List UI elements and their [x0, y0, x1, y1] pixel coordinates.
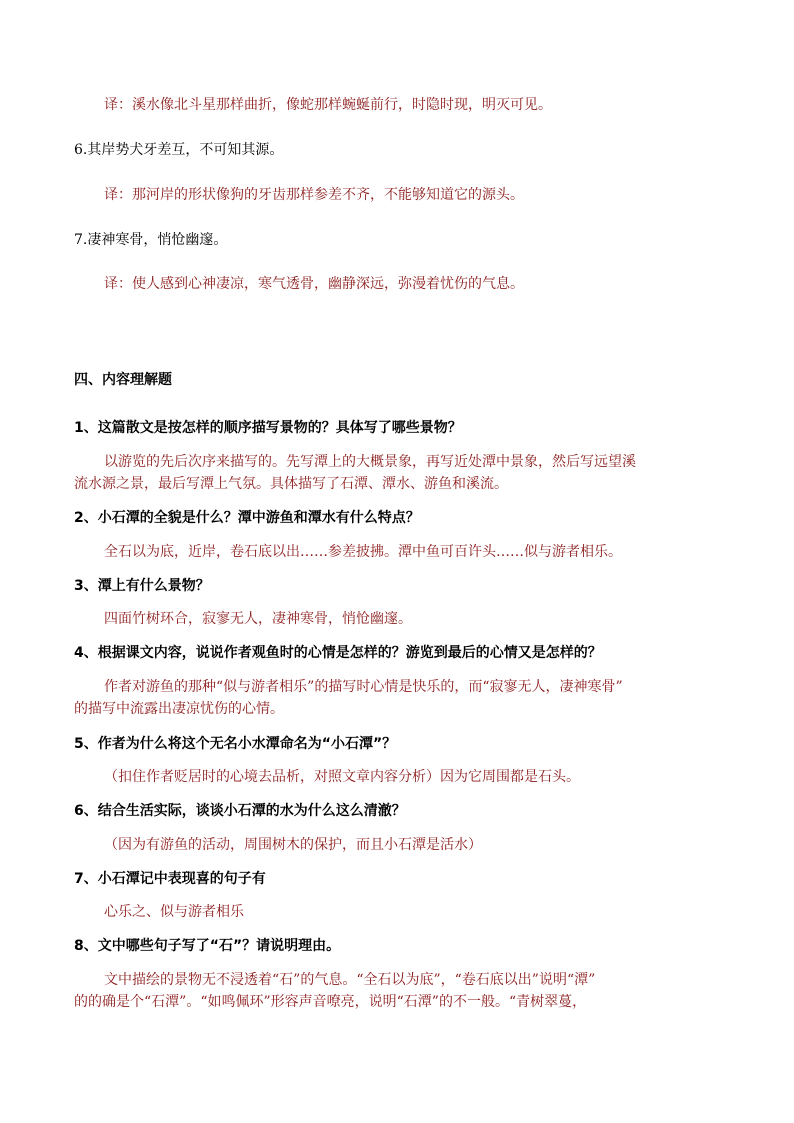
translation-line-6: 译：那河岸的形状像狗的牙齿那样参差不齐，不能够知道它的源头。	[104, 187, 524, 203]
sentence-6: 6.其岸势犬牙差互，不可知其源。	[74, 142, 284, 158]
question-1: 1、这篇散文是按怎样的顺序描写景物的？具体写了哪些景物？	[74, 420, 462, 436]
translation-line-7: 译：使人感到心神凄凉，寒气透骨，幽静深远，弥漫着忧伤的气息。	[104, 276, 524, 292]
answer-8-line-2: 的的确是个“石潭”。“如鸣佩环”形容声音嘹亮，说明“石潭”的不一般。“青树翠蔓，	[74, 994, 587, 1010]
section-title: 四、内容理解题	[74, 372, 172, 388]
answer-8-line-1: 文中描绘的景物无不浸透着“石”的气息。“全石以为底”，“卷石底以出”说明“潭”	[104, 972, 596, 988]
question-5: 5、作者为什么将这个无名小水潭命名为“小石潭”？	[74, 736, 397, 752]
answer-1-line-1: 以游览的先后次序来描写的。先写潭上的大概景象，再写近处潭中景象，然后写远望溪	[104, 454, 636, 470]
question-2: 2、小石潭的全貌是什么？潭中游鱼和潭水有什么特点？	[74, 510, 420, 526]
answer-6: （因为有游鱼的活动，周围树木的保护，而且小石潭是活水）	[104, 837, 482, 853]
answer-4-line-1: 作者对游鱼的那种“似与游者相乐”的描写时心情是快乐的，而“寂寥无人，凄神寒骨”	[104, 679, 623, 695]
answer-1-line-2: 流水源之景，最后写潭上气氛。具体描写了石潭、潭水、游鱼和溪流。	[74, 476, 508, 492]
answer-7: 心乐之、似与游者相乐	[104, 904, 244, 920]
answer-4-line-2: 的描写中流露出凄凉忧伤的心情。	[74, 701, 284, 717]
question-8: 8、文中哪些句子写了“石”？请说明理由。	[74, 938, 341, 954]
question-3: 3、潭上有什么景物？	[74, 578, 210, 594]
translation-line-5: 译：溪水像北斗星那样曲折，像蛇那样蜿蜒前行，时隐时现，明灭可见。	[104, 97, 552, 113]
answer-2: 全石以为底，近岸，卷石底以出……参差披拂。潭中鱼可百许头……似与游者相乐。	[104, 544, 622, 560]
question-4: 4、根据课文内容，说说作者观鱼时的心情是怎样的？游览到最后的心情又是怎样的？	[74, 645, 602, 661]
sentence-7: 7.凄神寒骨，悄怆幽邃。	[74, 232, 228, 248]
answer-5: （扣住作者贬居时的心境去品析，对照文章内容分析）因为它周围都是石头。	[104, 769, 580, 785]
answer-3: 四面竹树环合，寂寥无人，凄神寒骨，悄怆幽邃。	[104, 611, 412, 627]
question-7: 7、小石潭记中表现喜的句子有	[74, 871, 266, 887]
question-6: 6、结合生活实际，谈谈小石潭的水为什么这么清澈？	[74, 803, 406, 819]
